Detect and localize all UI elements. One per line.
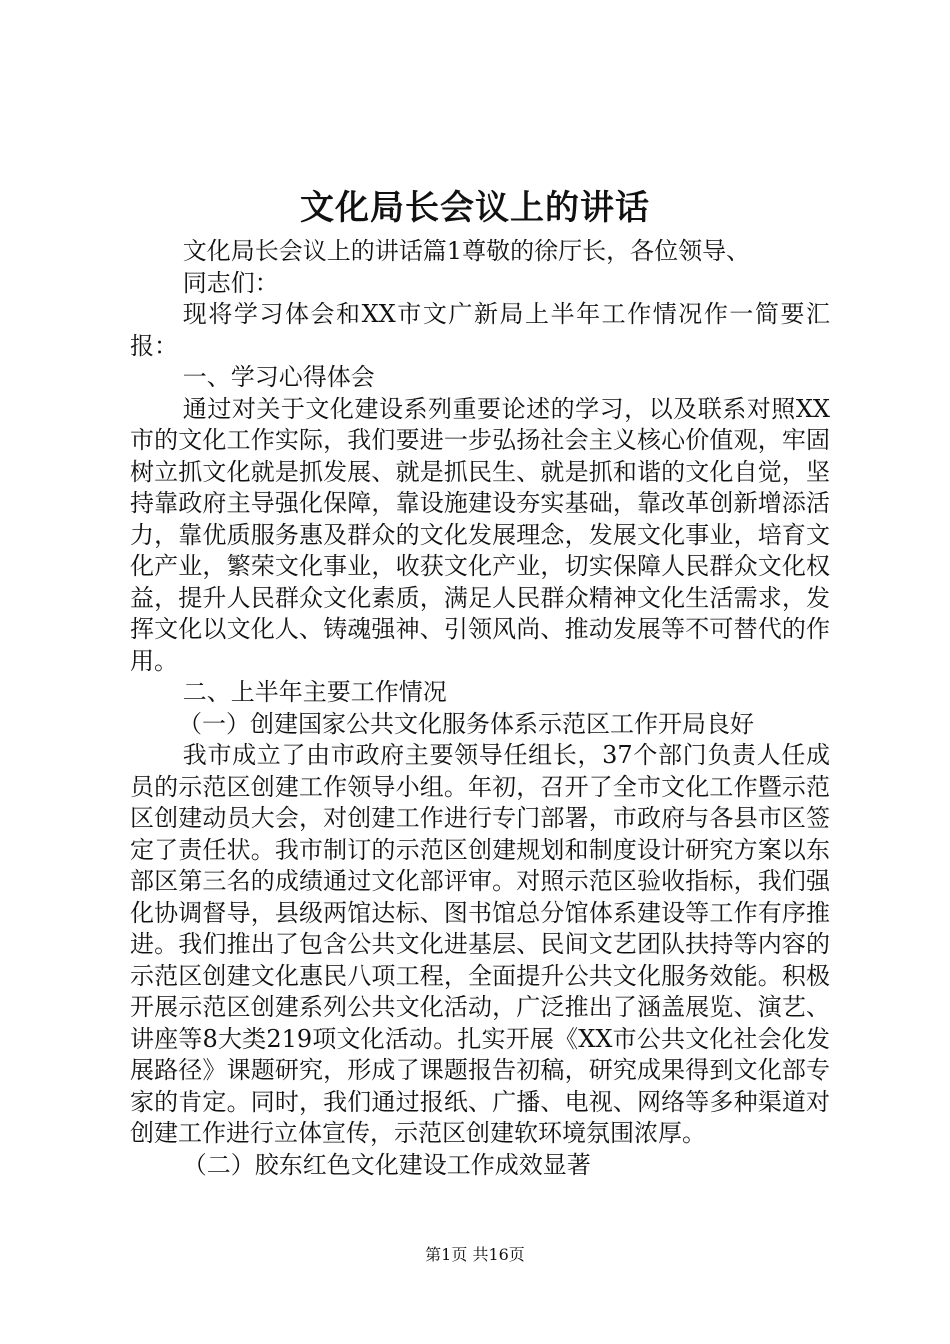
paragraph-demonstration-zone: 我市成立了由市政府主要领导任组长，37个部门负责人任成员的示范区创建工作领导小组。年初，召开了全市文化工作暨示范区创建动员大会，对创建工作进行专门部署，市政府与各县市区签定了责任状。我市制订的示范区创建规划和制度设计研究方案以东部区第三名的成绩通过文化部评审。对照示范区验收指标，我们强化协调督导，县级两馆达标、图书馆总分馆体系建设等工作有序推进。我们推出了包含公共文化进基层、民间文艺团队扶持等内容的示范区创建文化惠民八项工程，全面提升公共文化服务效能。积极开展示范区创建系列公共文化活动，广泛推出了涵盖展览、演艺、讲座等8大类219项文化活动。扎实开展《XX市公共文化社会化发展路径》课题研究，形成了课题报告初稿，研究成果得到文化部专家的肯定。同时，我们通过报纸、广播、电视、网络等多种渠道对创建工作进行立体宣传，示范区创建软环境氛围浓厚。 <box>130 741 830 1147</box>
paragraph-salutation: 同志们： <box>182 268 279 297</box>
section-heading-2: 二、上半年主要工作情况 <box>182 678 447 706</box>
document-body <box>130 236 830 1181</box>
paragraph-study: 通过对关于文化建设系列重要论述的学习，以及联系对照XX市的文化工作实际，我们要进一步弘扬社会主义核心价值观，牢固树立抓文化就是抓发展、就是抓民生、就是抓和谐的文化自觉，坚持靠政府主导强化保障，靠设施建设夯实基础，靠改革创新增添活力，靠优质服务惠及群众的文化发展理念，发展文化事业，培育文化产业，繁荣文化事业，收获文化产业，切实保障人民群众文化权益，提升人民群众文化素质，满足人民群众精神文化生活需求，发挥文化以文化人、铸魂强神、引领风尚、推动发展等不可替代的作用。 <box>130 394 830 675</box>
document-title: 文化局长会议上的讲话 <box>300 188 650 228</box>
section-heading-1: 一、学习心得体会 <box>182 363 375 391</box>
page-footer: 第1页 共16页 <box>425 1245 525 1264</box>
subsection-heading-1: （一）创建国家公共文化服务体系示范区工作开局良好 <box>178 709 754 738</box>
paragraph-intro: 现将学习体会和XX市文广新局上半年工作情况作一简要汇报： <box>130 300 830 360</box>
subsection-heading-2: （二）胶东红色文化建设工作成效显著 <box>182 1150 591 1179</box>
paragraph-opening: 文化局长会议上的讲话篇1尊敬的徐厅长，各位领导、 <box>182 237 751 265</box>
